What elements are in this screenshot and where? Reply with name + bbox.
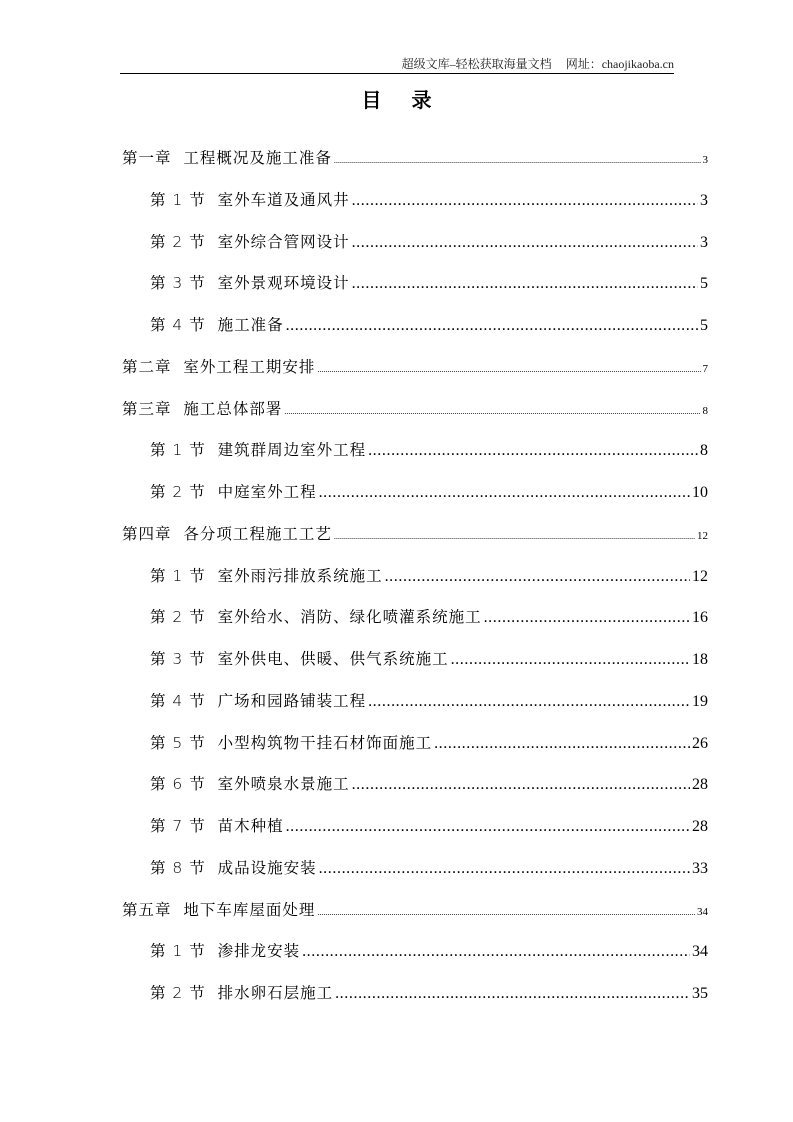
toc-entry-label: 第 1 节 室外车道及通风井 — [150, 190, 350, 209]
toc-entry-page: 12 — [692, 567, 708, 585]
toc-entry-section[interactable] — [150, 940, 708, 962]
toc-entry-page: 3 — [700, 233, 708, 251]
toc-entry-page: 3 — [700, 191, 708, 209]
toc-entry-label: 第 3 节 室外景观环境设计 — [150, 274, 350, 293]
toc-entry-label: 第三章 施工总体部署 — [122, 399, 283, 418]
toc-entry-label: 第五章 地下车库屋面处理 — [122, 900, 316, 919]
toc-entry-section[interactable] — [150, 565, 708, 587]
toc-entry-page: 7 — [702, 362, 708, 375]
toc-entry-label: 第 1 节 建筑群周边室外工程 — [150, 441, 367, 460]
dot-leader — [484, 607, 690, 629]
dot-leader — [352, 232, 698, 254]
toc-entry-section[interactable] — [150, 231, 708, 253]
toc-entry-section[interactable] — [150, 272, 708, 294]
dot-leader — [284, 401, 700, 423]
toc-entry-page: 34 — [697, 905, 708, 918]
toc-entry-label: 第 7 节 苗木种植 — [150, 817, 284, 835]
toc-entry-section[interactable] — [150, 189, 708, 211]
dot-leader — [352, 190, 698, 212]
toc-entry-page: 8 — [702, 404, 708, 417]
dot-leader — [317, 359, 700, 381]
toc-entry-chapter[interactable] — [122, 147, 708, 169]
dot-leader — [352, 273, 698, 295]
dot-leader — [368, 440, 698, 462]
toc-entry-label: 第二章 室外工程工期安排 — [122, 357, 316, 376]
toc-entry-chapter[interactable] — [122, 523, 708, 545]
dot-leader — [434, 733, 690, 755]
toc-entry-section[interactable] — [150, 690, 708, 712]
toc-entry-section[interactable] — [150, 857, 708, 879]
toc-entry-page: 34 — [692, 943, 708, 961]
toc-entry-label: 第 2 节 室外给水、消防、绿化喷灌系统施工 — [150, 608, 482, 627]
toc-entry-chapter[interactable] — [122, 398, 708, 420]
toc-entry-label: 第 1 节 室外雨污排放系统施工 — [150, 566, 383, 585]
toc-entry-section[interactable] — [150, 815, 708, 837]
toc-entry-page: 35 — [692, 985, 708, 1002]
toc-entry-section[interactable] — [150, 982, 708, 1004]
dot-leader — [286, 816, 690, 838]
dot-leader — [352, 774, 690, 796]
toc-entry-page: 28 — [692, 776, 708, 794]
dot-leader — [334, 150, 701, 172]
toc-title: 目录 — [361, 88, 462, 112]
toc-entry-label: 第 3 节 室外供电、供暖、供气系统施工 — [150, 650, 449, 668]
toc-entry-label: 第一章 工程概况及施工准备 — [122, 149, 332, 167]
toc-entry-label: 第 4 节 施工准备 — [150, 316, 284, 334]
toc-entry-section[interactable] — [150, 439, 708, 461]
toc-entry-label: 第 5 节 小型构筑物干挂石材饰面施工 — [150, 733, 433, 752]
toc-entry-page: 5 — [700, 317, 708, 334]
toc-entry-section[interactable] — [150, 481, 708, 503]
toc-entry-page: 5 — [700, 275, 708, 293]
dot-leader — [302, 941, 690, 963]
dot-leader — [317, 902, 695, 924]
toc-entry-label: 第 1 节 渗排龙安装 — [150, 942, 301, 961]
dot-leader — [334, 526, 695, 548]
toc-entry-page: 8 — [700, 442, 708, 460]
toc-entry-section[interactable] — [150, 606, 708, 628]
dot-leader — [319, 482, 690, 504]
toc-entry-label: 第 4 节 广场和园路铺装工程 — [150, 691, 367, 710]
toc-entry-page: 18 — [692, 651, 708, 668]
toc-entry-label: 第 8 节 成品设施安装 — [150, 858, 317, 877]
header-site-name: 超级文库–轻松获取海量文档 — [401, 57, 552, 71]
toc-entry-page: 12 — [697, 529, 708, 542]
toc-entry-page: 28 — [692, 818, 708, 835]
dot-leader — [368, 691, 690, 713]
toc-entry-label: 第四章 各分项工程施工工艺 — [122, 524, 332, 543]
toc-entry-chapter[interactable] — [122, 356, 708, 378]
dot-leader — [286, 315, 698, 337]
toc-entry-section[interactable] — [150, 314, 708, 336]
dot-leader — [335, 983, 690, 1005]
toc-entry-label: 第 6 节 室外喷泉水景施工 — [150, 775, 350, 794]
toc-entry-page: 33 — [692, 859, 708, 877]
dot-leader — [385, 566, 690, 588]
toc-entry-page: 26 — [692, 734, 708, 752]
toc-entry-page: 10 — [692, 484, 708, 501]
page-header — [120, 56, 674, 74]
header-url: 网址：chaojikaoba.cn — [565, 57, 674, 71]
toc-entry-section[interactable] — [150, 773, 708, 795]
toc-entry-label: 第 2 节 中庭室外工程 — [150, 483, 317, 501]
toc-entry-page: 16 — [692, 609, 708, 627]
toc-entry-chapter[interactable] — [122, 899, 708, 921]
toc-entry-section[interactable] — [150, 732, 708, 754]
dot-leader — [451, 649, 690, 671]
toc-entry-label: 第 2 节 排水卵石层施工 — [150, 984, 334, 1002]
toc-entry-page: 19 — [692, 692, 708, 710]
toc-entry-section[interactable] — [150, 648, 708, 670]
toc-entry-label: 第 2 节 室外综合管网设计 — [150, 232, 350, 251]
toc-entry-page: 3 — [702, 154, 708, 166]
dot-leader — [319, 858, 690, 880]
